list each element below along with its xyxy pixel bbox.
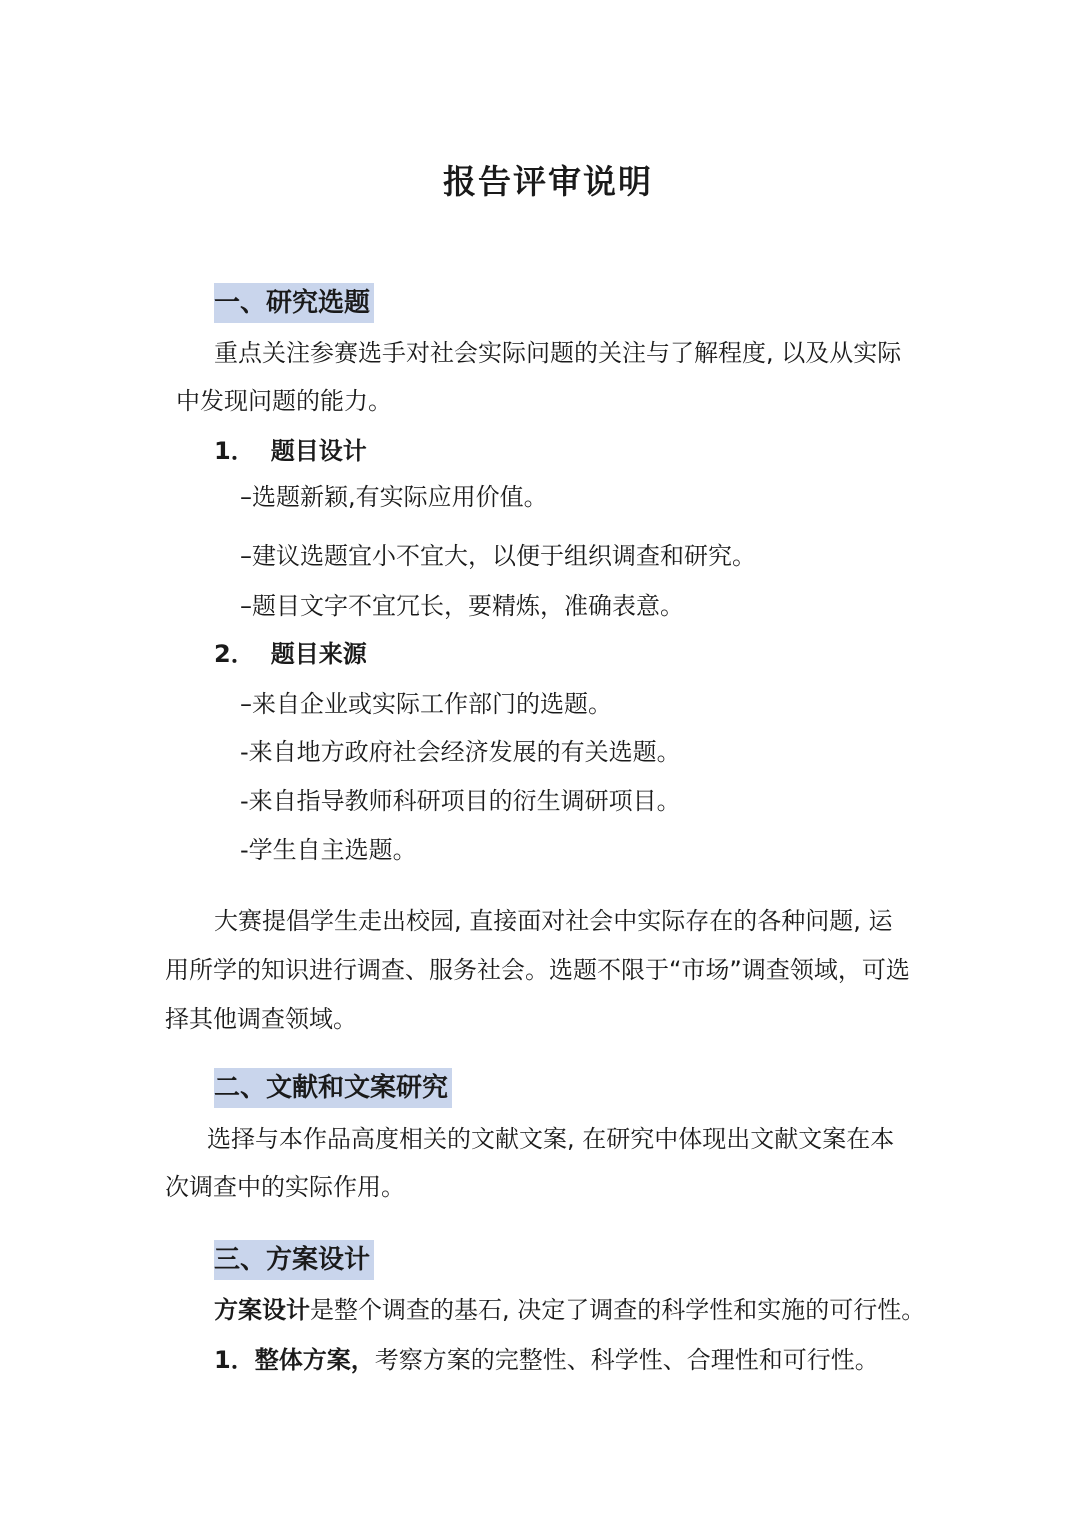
subheading-topic-source bbox=[214, 638, 367, 670]
subheading-label: 题目来源 bbox=[270, 640, 367, 668]
subheading-number: 2． bbox=[214, 640, 255, 668]
section-heading-literature-research: 二、文献和文案研究 bbox=[214, 1068, 452, 1108]
list-item: –选题新颖,有实际应用价值。 bbox=[240, 483, 548, 511]
list-item: -来自地方政府社会经济发展的有关选题。 bbox=[240, 738, 681, 766]
paragraph-line: 中发现问题的能力。 bbox=[176, 387, 392, 415]
list-item: –建议选题宜小不宜大，以便于组织调查和研究。 bbox=[240, 542, 756, 570]
paragraph-line: 次调查中的实际作用。 bbox=[165, 1173, 405, 1201]
paragraph-line: 重点关注参赛选手对社会实际问题的关注与了解程度, 以及从实际 bbox=[214, 339, 902, 367]
bold-term: 1．整体方案， bbox=[214, 1346, 375, 1374]
paragraph-line bbox=[214, 1294, 925, 1326]
paragraph-text: 是整个调查的基石, 决定了调查的科学性和实施的可行性。 bbox=[310, 1296, 926, 1324]
list-item: –来自企业或实际工作部门的选题。 bbox=[240, 690, 612, 718]
section-heading-plan-design: 三、方案设计 bbox=[214, 1240, 374, 1280]
list-item: -来自指导教师科研项目的衍生调研项目。 bbox=[240, 787, 681, 815]
subheading-number: 1． bbox=[214, 437, 255, 465]
paragraph-line: 选择与本作品高度相关的文献文案, 在研究中体现出文献文案在本 bbox=[207, 1125, 895, 1153]
subheading-topic-design bbox=[214, 435, 367, 467]
list-item: -学生自主选题。 bbox=[240, 836, 417, 864]
paragraph-line: 大赛提倡学生走出校园, 直接面对社会中实际存在的各种问题, 运 bbox=[214, 907, 893, 935]
subheading-label: 题目设计 bbox=[270, 437, 367, 465]
page-title: 报告评审说明 bbox=[443, 162, 653, 201]
paragraph-text: 考察方案的完整性、科学性、合理性和可行性。 bbox=[374, 1346, 879, 1374]
paragraph-line bbox=[214, 1344, 879, 1376]
list-item: –题目文字不宜冗长，要精炼，准确表意。 bbox=[240, 592, 684, 620]
paragraph-line: 择其他调查领域。 bbox=[165, 1005, 357, 1033]
section-heading-research-topic: 一、研究选题 bbox=[214, 283, 374, 323]
paragraph-line: 用所学的知识进行调查、服务社会。选题不限于“市场”调查领域，可选 bbox=[165, 956, 910, 984]
bold-term: 方案设计 bbox=[214, 1296, 310, 1324]
